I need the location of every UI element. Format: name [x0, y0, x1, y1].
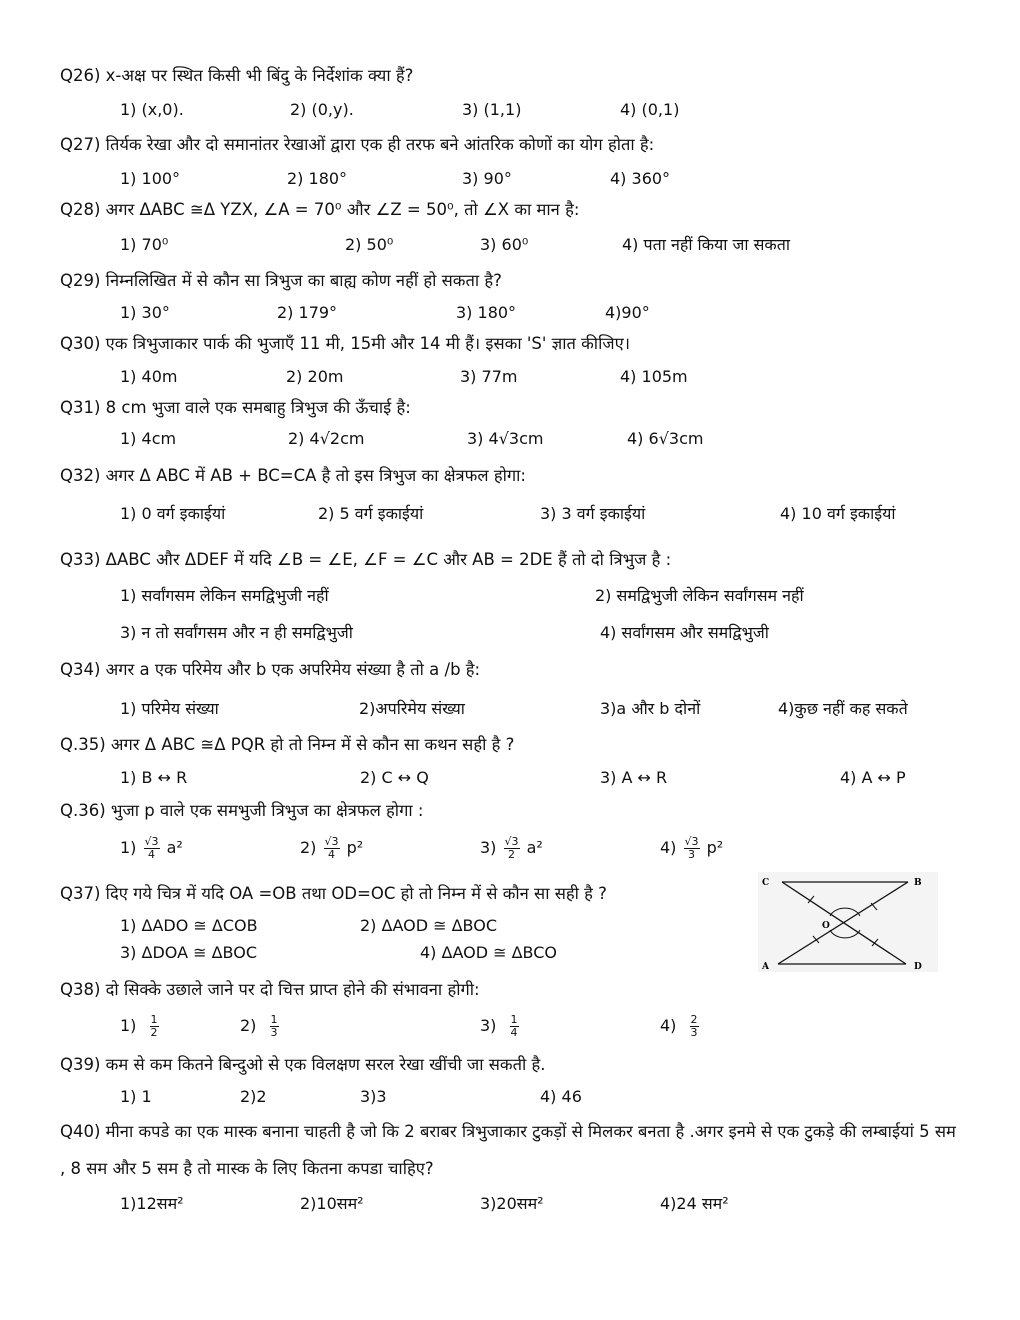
- fraction-denominator: 3: [690, 1026, 698, 1039]
- q38-option-4-fraction: [690, 1014, 699, 1039]
- q36-option-2-label: 2): [300, 838, 317, 857]
- q34-option-1: 1) परिमेय संख्या: [120, 699, 219, 718]
- question-40: Q40) मीना कपडे का एक मास्क बनाना चाहती है जो कि 2 बराबर त्रिभुजाकार टुकड़ों से मिलकर बनता है .अगर इनमे से एक टुकड़े की लम्बाईयां 5 सम , 8 सम और 5 सम है तो मास्क के लिए कितना कपडा चाहिए?: [60, 1122, 956, 1178]
- fraction-numerator: √3: [324, 835, 339, 848]
- q36-option-4-tail: p²: [706, 838, 724, 857]
- q36-option-2: [300, 836, 363, 861]
- q31-option-4: 4) 6√3cm: [627, 429, 704, 448]
- q26-option-1: 1) (x,0).: [120, 100, 184, 119]
- q38-option-2-label: 2): [240, 1016, 257, 1035]
- q37-option-4: 4) ΔAOD ≅ ΔBCO: [420, 943, 558, 962]
- q27-option-4: 4) 360°: [610, 169, 671, 188]
- q31-option-2: 2) 4√2cm: [288, 429, 365, 448]
- fraction-denominator: 4: [510, 1026, 518, 1039]
- q33-option-2: 2) समद्विभुजी लेकिन सर्वांगसम नहीं: [595, 586, 804, 605]
- q36-option-1-label: 1): [120, 838, 137, 857]
- fraction-numerator: 1: [150, 1013, 158, 1026]
- q40-option-4: 4)24 सम²: [660, 1194, 729, 1213]
- q40-option-2: 2)10सम²: [300, 1194, 364, 1213]
- q36-option-2-fraction: [324, 836, 340, 861]
- q36-option-3: [480, 836, 543, 861]
- q32-option-1: 1) 0 वर्ग इकाईयां: [120, 504, 226, 523]
- question-32: Q32) अगर Δ ABC में AB + BC=CA है तो इस त्रिभुज का क्षेत्रफल होगा:: [60, 466, 526, 485]
- q36-option-1: [120, 836, 183, 861]
- q35-option-1: 1) B ↔ R: [120, 768, 188, 787]
- q39-option-4: 4) 46: [540, 1087, 582, 1106]
- q39-option-2: 2)2: [240, 1087, 267, 1106]
- fraction-denominator: 2: [150, 1026, 158, 1039]
- fraction-denominator: 4: [328, 848, 336, 861]
- q29-option-3: 3) 180°: [456, 303, 517, 322]
- fraction-denominator: 4: [148, 848, 156, 861]
- fraction-denominator: 2: [508, 848, 516, 861]
- q32-option-3: 3) 3 वर्ग इकाईयां: [540, 504, 646, 523]
- label-b: B: [914, 878, 922, 888]
- q34-option-4: 4)कुछ नहीं कह सकते: [778, 699, 908, 718]
- q27-option-1: 1) 100°: [120, 169, 181, 188]
- q27-option-3: 3) 90°: [462, 169, 512, 188]
- q26-option-4: 4) (0,1): [620, 100, 680, 119]
- question-39: Q39) कम से कम कितने बिन्दुओ से एक विलक्षण सरल रेखा खींची जा सकती है.: [60, 1055, 546, 1074]
- q32-option-2: 2) 5 वर्ग इकाईयां: [318, 504, 424, 523]
- q40-option-1: 1)12सम²: [120, 1194, 184, 1213]
- q36-option-4-label: 4): [660, 838, 677, 857]
- q39-option-3: 3)3: [360, 1087, 387, 1106]
- question-31: Q31) 8 cm भुजा वाले एक समबाहु त्रिभुज की ऊँचाई है:: [60, 398, 411, 417]
- q29-option-1: 1) 30°: [120, 303, 170, 322]
- q38-option-3-fraction: [510, 1014, 519, 1039]
- label-d: D: [914, 962, 922, 972]
- figure-background: [758, 872, 938, 972]
- q33-option-3: 3) न तो सर्वांगसम और न ही समद्विभुजी: [120, 623, 353, 642]
- q26-option-3: 3) (1,1): [462, 100, 522, 119]
- q36-option-3-label: 3): [480, 838, 497, 857]
- q38-option-2: [240, 1014, 281, 1039]
- q38-option-4-label: 4): [660, 1016, 677, 1035]
- q26-option-2: 2) (0,y).: [290, 100, 354, 119]
- question-28: Q28) अगर ΔABC ≅Δ YZX, ∠A = 70⁰ और ∠Z = 50⁰, तो ∠X का मान है:: [60, 200, 580, 219]
- question-37: Q37) दिए गये चित्र में यदि OA =OB तथा OD=OC हो तो निम्न में से कौन सा सही है ?: [60, 884, 607, 903]
- q28-option-4: 4) पता नहीं किया जा सकता: [622, 235, 790, 254]
- q38-option-1: [120, 1014, 161, 1039]
- q38-option-3: [480, 1014, 521, 1039]
- q38-option-3-label: 3): [480, 1016, 497, 1035]
- question-26: Q26) x-अक्ष पर स्थित किसी भी बिंदु के निर्देशांक क्या हैं?: [60, 66, 414, 85]
- fraction-numerator: √3: [144, 835, 159, 848]
- q34-option-2: 2)अपरिमेय संख्या: [359, 699, 465, 718]
- question-38: Q38) दो सिक्के उछाले जाने पर दो चित्त प्राप्त होने की संभावना होगी:: [60, 980, 480, 999]
- q31-option-1: 1) 4cm: [120, 429, 177, 448]
- question-30: Q30) एक त्रिभुजाकार पार्क की भुजाएँ 11 मी, 15मी और 14 मी हैं। इसका 'S' ज्ञात कीजिए।: [60, 334, 630, 353]
- q36-option-3-tail: a²: [526, 838, 543, 857]
- q36-option-1-fraction: [144, 836, 160, 861]
- fraction-numerator: 1: [270, 1013, 278, 1026]
- fraction-denominator: 3: [688, 848, 696, 861]
- fraction-numerator: 1: [510, 1013, 518, 1026]
- question-33: Q33) ΔABC और ΔDEF में यदि ∠B = ∠E, ∠F = ∠C और AB = 2DE हैं तो दो त्रिभुज है :: [60, 550, 672, 569]
- q31-option-3: 3) 4√3cm: [467, 429, 544, 448]
- question-29: Q29) निम्नलिखित में से कौन सा त्रिभुज का बाह्य कोण नहीं हो सकता है?: [60, 271, 502, 290]
- q27-option-2: 2) 180°: [287, 169, 348, 188]
- q30-option-1: 1) 40m: [120, 367, 178, 386]
- q30-option-3: 3) 77m: [460, 367, 518, 386]
- q35-option-3: 3) A ↔ R: [600, 768, 668, 787]
- label-a: A: [762, 962, 769, 972]
- q35-option-2: 2) C ↔ Q: [360, 768, 429, 787]
- question-36: Q.36) भुजा p वाले एक समभुजी त्रिभुज का क्षेत्रफल होगा :: [60, 801, 424, 820]
- label-o: O: [822, 921, 830, 931]
- q33-option-4: 4) सर्वांगसम और समद्विभुजी: [600, 623, 769, 642]
- question-27: Q27) तिर्यक रेखा और दो समानांतर रेखाओं द्वारा एक ही तरफ बने आंतरिक कोणों का योग होता है:: [60, 135, 655, 154]
- q38-option-1-label: 1): [120, 1016, 137, 1035]
- fraction-numerator: √3: [684, 835, 699, 848]
- q37-figure: [758, 872, 938, 972]
- q37-option-3: 3) ΔDOA ≅ ΔBOC: [120, 943, 258, 962]
- question-34: Q34) अगर a एक परिमेय और b एक अपरिमेय संख्या है तो a /b है:: [60, 660, 481, 679]
- q37-option-1: 1) ΔADO ≅ ΔCOB: [120, 916, 258, 935]
- question-35: Q.35) अगर Δ ABC ≅Δ PQR हो तो निम्न में से कौन सा कथन सही है ?: [60, 735, 515, 754]
- q38-option-1-fraction: [150, 1014, 159, 1039]
- q36-option-3-fraction: [504, 836, 520, 861]
- q29-option-2: 2) 179°: [277, 303, 338, 322]
- q36-option-4-fraction: [684, 836, 700, 861]
- q40-option-3: 3)20सम²: [480, 1194, 544, 1213]
- q38-option-2-fraction: [270, 1014, 279, 1039]
- q36-option-2-tail: p²: [346, 838, 364, 857]
- q35-option-4: 4) A ↔ P: [840, 768, 906, 787]
- q36-option-4: [660, 836, 723, 861]
- q28-option-2: 2) 50⁰: [345, 235, 394, 254]
- fraction-numerator: 2: [690, 1013, 698, 1026]
- fraction-numerator: √3: [504, 835, 519, 848]
- q30-option-4: 4) 105m: [620, 367, 688, 386]
- q38-option-4: [660, 1014, 701, 1039]
- q33-option-1: 1) सर्वांगसम लेकिन समद्विभुजी नहीं: [120, 586, 329, 605]
- q28-option-1: 1) 70⁰: [120, 235, 169, 254]
- q34-option-3: 3)a और b दोनों: [600, 699, 701, 718]
- q29-option-4: 4)90°: [605, 303, 650, 322]
- q28-option-3: 3) 60⁰: [480, 235, 529, 254]
- q37-option-2: 2) ΔAOD ≅ ΔBOC: [360, 916, 498, 935]
- label-c: C: [762, 878, 770, 888]
- fraction-denominator: 3: [270, 1026, 278, 1039]
- q30-option-2: 2) 20m: [286, 367, 344, 386]
- q36-option-1-tail: a²: [166, 838, 183, 857]
- q39-option-1: 1) 1: [120, 1087, 152, 1106]
- q32-option-4: 4) 10 वर्ग इकाईयां: [780, 504, 896, 523]
